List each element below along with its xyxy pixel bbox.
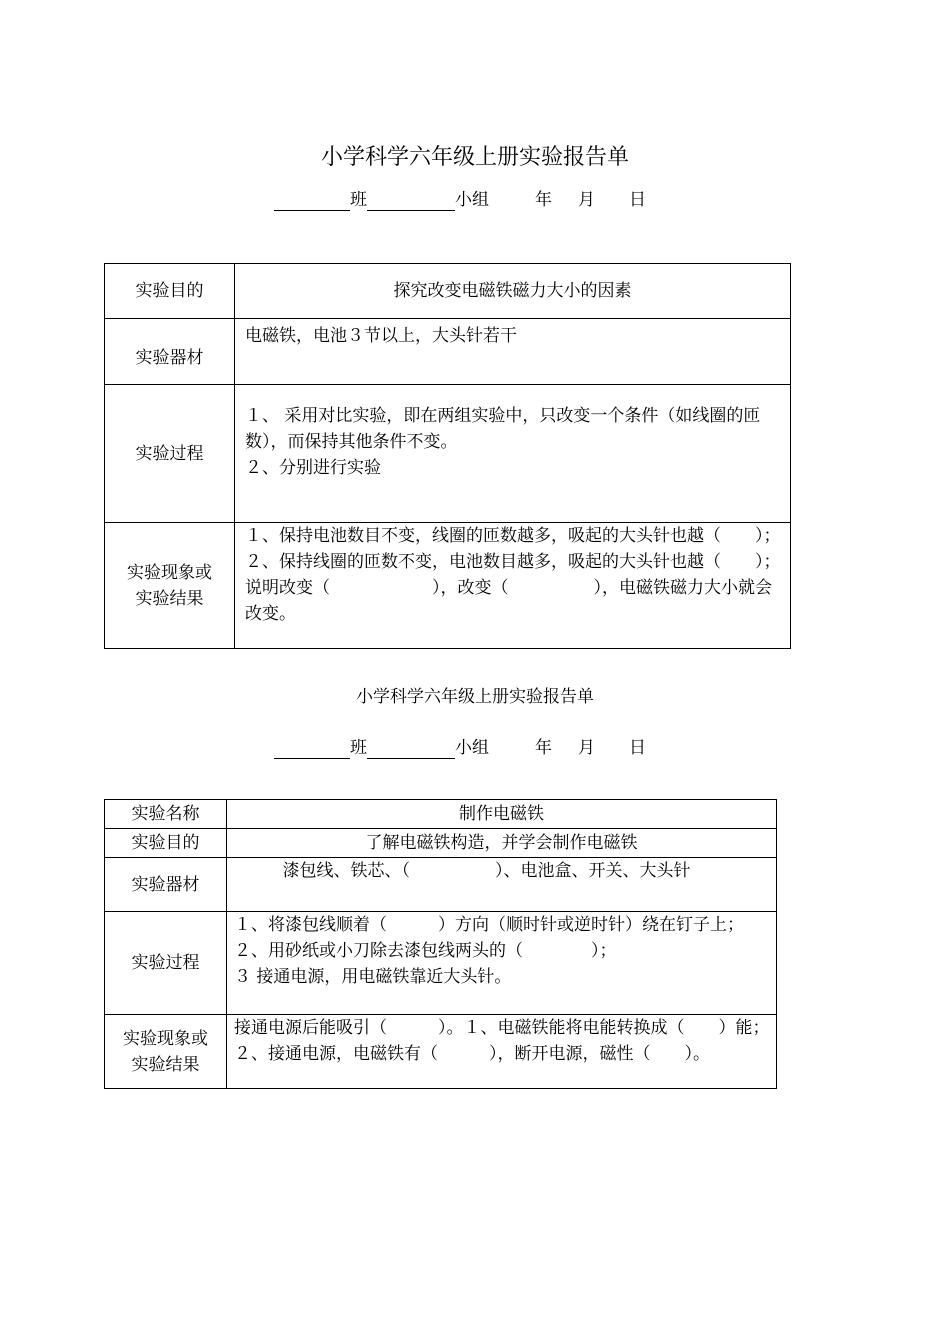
report1-year-label: 年 bbox=[535, 190, 552, 210]
report2-purpose-row bbox=[105, 829, 777, 858]
report2-result-label-line1: 实验现象或 bbox=[123, 1028, 208, 1049]
report1-process-row bbox=[105, 385, 791, 523]
report2-group-suffix: 小组 bbox=[455, 738, 489, 758]
report1-result-label bbox=[105, 523, 235, 649]
report1-table bbox=[104, 263, 791, 649]
report1-process-step2: ２、分别进行实验 bbox=[245, 458, 381, 478]
report1-purpose-row bbox=[105, 264, 791, 319]
report2-group-blank bbox=[367, 738, 455, 759]
report2-year-label: 年 bbox=[535, 738, 552, 758]
report2-materials-label: 实验器材 bbox=[105, 858, 227, 912]
report2-result-row bbox=[105, 1015, 777, 1089]
report2-result-label-line2: 实验结果 bbox=[131, 1054, 200, 1075]
report2-month-label: 月 bbox=[578, 738, 595, 758]
report1-class-blank bbox=[274, 190, 350, 211]
report2-process-step1: １、将漆包线顺着（ ）方向（顺时针或逆时针）绕在钉子上； bbox=[234, 915, 744, 935]
report2-process-step2: ２、用砂纸或小刀除去漆包线两头的（ ）； bbox=[234, 941, 617, 961]
report1-purpose-value: 探究改变电磁铁磁力大小的因素 bbox=[235, 264, 791, 319]
report1-result-label-line2: 实验结果 bbox=[135, 588, 204, 609]
report1-group-blank bbox=[367, 190, 455, 211]
report1-class-line bbox=[0, 189, 935, 211]
report2-title: 小学科学六年级上册实验报告单 bbox=[356, 687, 594, 707]
report2-materials-value: 漆包线、铁芯、（ ）、电池盒、开关、大头针 bbox=[227, 858, 777, 912]
report2-name-label: 实验名称 bbox=[105, 800, 227, 829]
report2-table bbox=[104, 799, 777, 1089]
report1-purpose-label: 实验目的 bbox=[105, 264, 235, 319]
report2-name-value: 制作电磁铁 bbox=[227, 800, 777, 829]
report1-result-label-line1: 实验现象或 bbox=[127, 562, 212, 583]
report1-result-line1: １、保持电池数目不变，线圈的匝数越多，吸起的大头针也越（ ）； bbox=[245, 526, 781, 546]
report1-month-label: 月 bbox=[578, 190, 595, 210]
report2-process-cell bbox=[227, 912, 777, 1015]
report1-materials-row bbox=[105, 319, 791, 385]
report1-process-label: 实验过程 bbox=[105, 385, 235, 523]
report1-process-step1: １、 采用对比实验，即在两组实验中，只改变一个条件（如线圈的匝数），而保持其他条件不变。 bbox=[245, 406, 761, 452]
report2-process-row bbox=[105, 912, 777, 1015]
report2-purpose-label: 实验目的 bbox=[105, 829, 227, 858]
report1-materials-label: 实验器材 bbox=[105, 319, 235, 385]
report2-process-label: 实验过程 bbox=[105, 912, 227, 1015]
report2-process-step3: ３ 接通电源，用电磁铁靠近大头针。 bbox=[234, 967, 512, 987]
report1-group-suffix: 小组 bbox=[455, 190, 489, 210]
report2-materials-row bbox=[105, 858, 777, 912]
report2-result-label bbox=[105, 1015, 227, 1089]
report1-class-suffix: 班 bbox=[350, 190, 367, 210]
report2-name-row bbox=[105, 800, 777, 829]
report2-class-line bbox=[0, 737, 935, 759]
report1-materials-value: 电磁铁，电池３节以上，大头针若干 bbox=[235, 319, 791, 385]
report1-day-label: 日 bbox=[629, 190, 646, 210]
report1-result-cell bbox=[235, 523, 791, 649]
report2-purpose-value: 了解电磁铁构造，并学会制作电磁铁 bbox=[227, 829, 777, 858]
report2-class-suffix: 班 bbox=[350, 738, 367, 758]
report1-result-line2: ２、保持线圈的匝数不变，电池数目越多，吸起的大头针也越（ ）；说明改变（ ），改变（ ），电磁铁磁力大小就会改变。 bbox=[245, 552, 781, 624]
report1-title: 小学科学六年级上册实验报告单 bbox=[320, 145, 629, 170]
report2-class-blank bbox=[274, 738, 350, 759]
report2-result-text: 接通电源后能吸引（ ）。１、电磁铁能将电能转换成（ ）能； ２、接通电源，电磁铁有（ ），断开电源，磁性（ ）。 bbox=[227, 1015, 777, 1089]
report2-day-label: 日 bbox=[629, 738, 646, 758]
report1-result-row bbox=[105, 523, 791, 649]
report1-process-cell bbox=[235, 385, 791, 523]
